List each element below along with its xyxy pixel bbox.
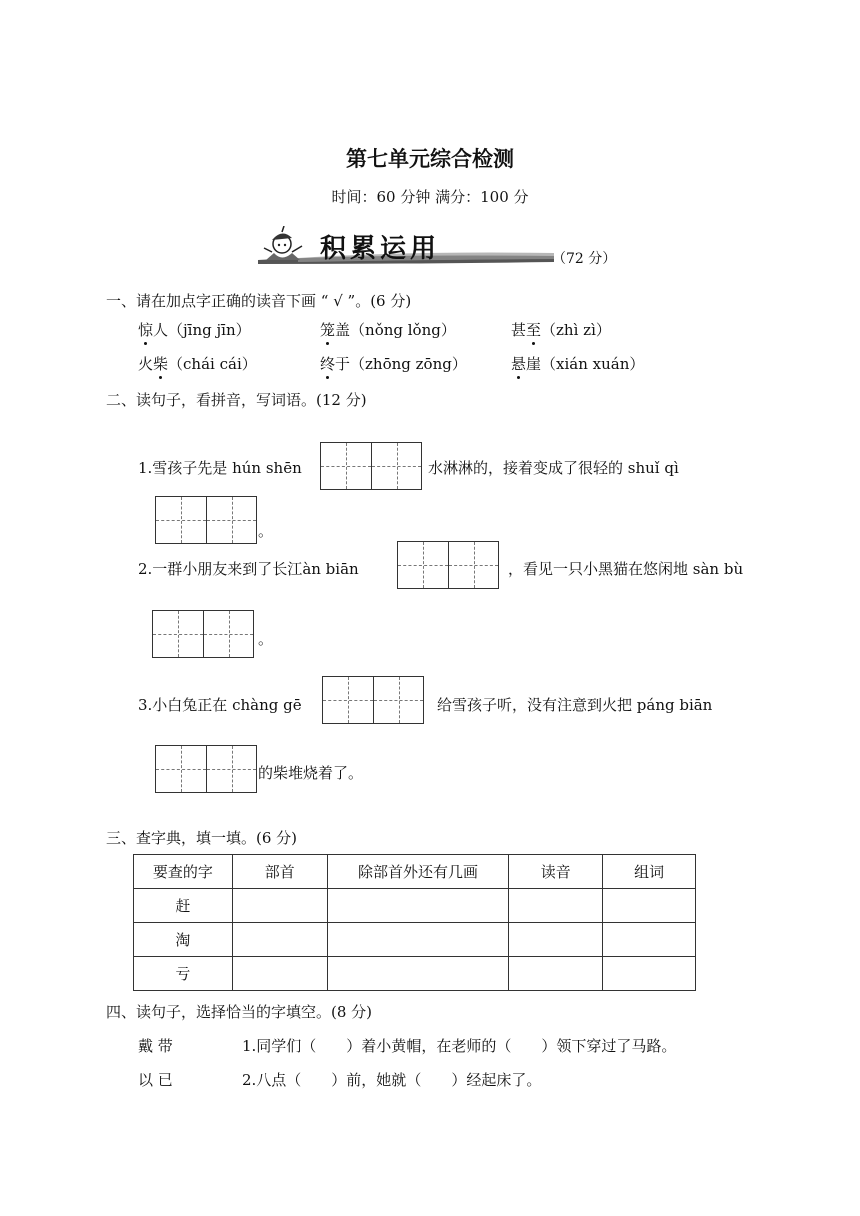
table-cell-blank[interactable]	[327, 889, 509, 923]
page-title: 第七单元综合检测	[346, 146, 514, 171]
q2-sentence-2a: 2.一群小朋友来到了长江àn biān	[138, 560, 359, 578]
answer-grid[interactable]	[322, 676, 424, 724]
table-cell-blank[interactable]	[327, 923, 509, 957]
q4-prompt: 四、读句子，选择恰当的字填空。(8 分)	[106, 1003, 373, 1021]
q1-item: 终于（zhōng zōng）	[320, 355, 467, 373]
table-cell-blank[interactable]	[232, 923, 327, 957]
q4-choice-2: 以 已	[138, 1071, 173, 1089]
table-cell-blank[interactable]	[509, 889, 603, 923]
q2-sentence-3a: 3.小白兔正在 chàng gē	[138, 696, 302, 714]
q1-item: 笼盖（nǒng lǒng）	[320, 321, 456, 339]
answer-grid[interactable]	[152, 610, 254, 658]
answer-grid[interactable]	[397, 541, 499, 589]
table-header: 部首	[232, 855, 327, 889]
q4-sentence-1: 1.同学们（ ）着小黄帽，在老师的（ ）领下穿过了马路。	[242, 1037, 677, 1055]
q1-item: 惊人（jīng jīn）	[138, 321, 251, 339]
table-header-row	[134, 855, 696, 889]
table-cell-blank[interactable]	[509, 923, 603, 957]
q3-prompt: 三、查字典，填一填。(6 分)	[106, 829, 298, 847]
section-score: （72 分）	[552, 251, 617, 267]
q1-prompt: 一、请在加点字正确的读音下画 “ √ ”。(6 分)	[106, 292, 412, 310]
table-row	[134, 889, 696, 923]
table-cell-blank[interactable]	[232, 957, 327, 991]
table-cell-char: 淘	[134, 923, 233, 957]
cartoon-kid-icon	[264, 226, 302, 260]
q2-sentence-3b: 给雪孩子听，没有注意到火把 páng biān	[437, 696, 713, 714]
table-cell-blank[interactable]	[603, 923, 696, 957]
table-cell-blank[interactable]	[603, 889, 696, 923]
dictionary-table	[133, 854, 696, 991]
q2-sentence-1a: 1.雪孩子先是 hún shēn	[138, 459, 302, 477]
section-title: 积累运用	[320, 234, 441, 264]
table-header: 除部首外还有几画	[327, 855, 509, 889]
table-cell-blank[interactable]	[232, 889, 327, 923]
table-row	[134, 957, 696, 991]
answer-grid[interactable]	[155, 496, 257, 544]
q2-sentence-1b: 水淋淋的，接着变成了很轻的 shuǐ qì	[428, 459, 679, 477]
table-header: 要查的字	[134, 855, 233, 889]
q2-sentence-2b: ，看见一只小黑猫在悠闲地 sàn bù	[508, 560, 744, 578]
section-banner	[258, 226, 558, 270]
q1-item: 火柴（chái cái）	[138, 355, 257, 373]
q4-sentence-2: 2.八点（ ）前，她就（ ）经起床了。	[242, 1071, 542, 1089]
table-cell-char: 赶	[134, 889, 233, 923]
table-header: 组词	[603, 855, 696, 889]
answer-grid[interactable]	[320, 442, 422, 490]
q2-prompt: 二、读句子，看拼音，写词语。(12 分)	[106, 391, 367, 409]
table-header: 读音	[509, 855, 603, 889]
q2-sentence-1c: 。	[258, 522, 274, 540]
q2-sentence-2c: 。	[258, 630, 274, 648]
page-subtitle: 时间：60 分钟 满分：100 分	[331, 188, 529, 206]
table-cell-blank[interactable]	[327, 957, 509, 991]
table-row	[134, 923, 696, 957]
q1-item: 甚至（zhì zì）	[511, 321, 611, 339]
answer-grid[interactable]	[155, 745, 257, 793]
q4-choice-1: 戴 带	[138, 1037, 173, 1055]
q1-item: 悬崖（xián xuán）	[511, 355, 645, 373]
q2-sentence-3c: 的柴堆烧着了。	[258, 764, 364, 782]
table-cell-blank[interactable]	[509, 957, 603, 991]
table-cell-char: 亏	[134, 957, 233, 991]
table-cell-blank[interactable]	[603, 957, 696, 991]
